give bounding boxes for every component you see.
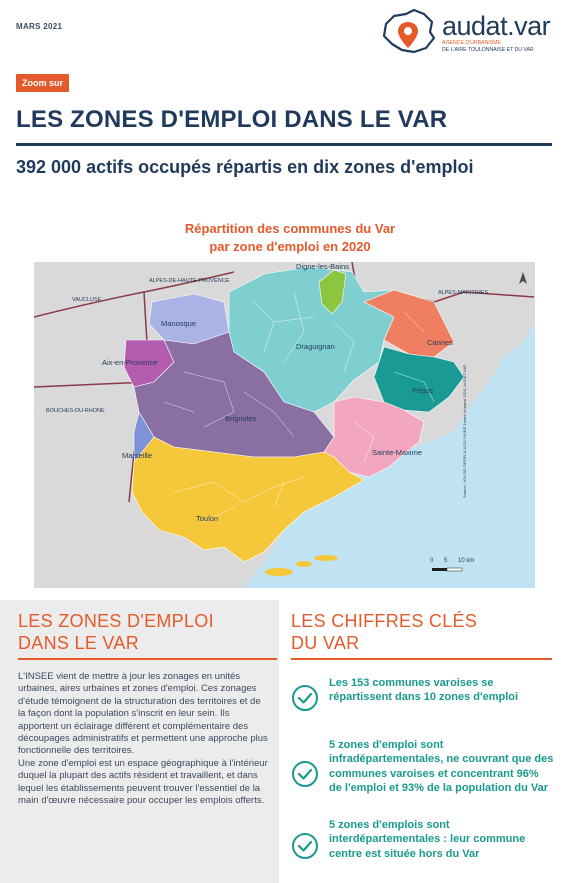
logo-brand: audat.var bbox=[442, 11, 551, 41]
logo-tagline-2: DE L'AIRE TOULONNAISE ET DU VAR bbox=[442, 46, 534, 53]
map-title-line-2: par zone d'emploi en 2020 bbox=[209, 239, 371, 254]
check-circle-icon bbox=[291, 832, 319, 860]
island-levant bbox=[314, 555, 338, 561]
map-source: Source : IGN BD GEOFLA 2020, INSEE Zones d'emploi 2020, AUDAT.VAR bbox=[462, 364, 467, 498]
town-toulon: Toulon bbox=[196, 514, 219, 523]
logo-tagline-1: AGENCE D'URBANISME bbox=[442, 40, 501, 46]
key-fact-3 bbox=[291, 818, 556, 878]
label-bouches-du-rhone: BOUCHES-DU-RHONE bbox=[46, 408, 105, 414]
right-section-divider bbox=[291, 658, 552, 660]
right-title-line-2: DU VAR bbox=[291, 633, 360, 653]
key-fact-1-text: Les 153 communes varoises se répartissent dans 10 zones d'emploi bbox=[329, 677, 519, 704]
island-porquerolles bbox=[265, 568, 293, 576]
zoom-badge: Zoom sur bbox=[16, 74, 69, 92]
key-fact-3-text: 5 zones d'emplois sont interdépartementales : leur commune centre est située hors du Var bbox=[329, 819, 526, 860]
right-section-title bbox=[291, 610, 477, 654]
key-fact-2-text: 5 zones d'emploi sont infradépartementales, ne couvrant que des communes varoises et concentrant 96% de l'emploi et 93% de la population du Var bbox=[329, 739, 554, 794]
map-title bbox=[80, 220, 500, 256]
key-fact-2 bbox=[291, 738, 556, 813]
town-frejus: Fréjus bbox=[412, 386, 433, 395]
page-subtitle: 392 000 actifs occupés répartis en dix zones d'emploi bbox=[16, 157, 474, 177]
key-fact-1 bbox=[291, 676, 556, 726]
left-section-body bbox=[18, 671, 268, 807]
issue-date: MARS 2021 bbox=[16, 22, 63, 31]
page-title: LES ZONES D'EMPLOI DANS LE VAR bbox=[16, 106, 448, 133]
town-sainte-maxime: Sainte-Maxime bbox=[372, 448, 423, 457]
town-marseille: Marseille bbox=[122, 451, 153, 460]
town-draguignan: Draguignan bbox=[296, 342, 335, 351]
scale-label-0: 0 bbox=[430, 558, 434, 564]
left-section-divider bbox=[18, 658, 277, 660]
town-aix-en-provence: Aix-en-Provence bbox=[102, 358, 158, 367]
left-title-line-1: LES ZONES D'EMPLOI bbox=[18, 611, 214, 631]
scale-label-10km: 10 km bbox=[458, 558, 475, 564]
town-digne-les-bains: Digne-les-Bains bbox=[296, 262, 349, 271]
label-alpes-de-haute-provence: ALPES-DE-HAUTE-PROVENCE bbox=[149, 278, 230, 284]
body-paragraph-2: Une zone d'emploi est un espace géographique à l'intérieur duquel la plupart des actifs résident et travaillent, et dans lequel les établissements peuvent trouver l'essentiel de la main d'œuvre nécessaire pour occuper les emplois offerts. bbox=[18, 757, 268, 807]
label-vaucluse: VAUCLUSE bbox=[72, 297, 102, 303]
audat-logo bbox=[380, 8, 570, 58]
scale-bar bbox=[432, 568, 462, 571]
body-paragraph-1: L'INSEE vient de mettre à jour les zonages en unités urbaines, aires urbaines et zones d'emploi. Ces zonages d'étude témoignent de la structuration des territoires et de la façon dont la population s'inscrit en leur sein. Ils apportent un éclairage différent et complémentaire des découpages administratifs et permettent une approche plus fonctionnelle des territoires. bbox=[18, 671, 268, 757]
check-circle-icon bbox=[291, 760, 319, 788]
left-title-line-2: DANS LE VAR bbox=[18, 633, 140, 653]
check-circle-icon bbox=[291, 684, 319, 712]
map-pin-logo-icon bbox=[380, 8, 438, 58]
island-port-cros bbox=[296, 561, 312, 567]
map-canvas bbox=[34, 262, 535, 588]
scale-label-5: 5 bbox=[444, 558, 448, 564]
employment-zones-map bbox=[34, 262, 535, 588]
left-section-title bbox=[18, 610, 214, 654]
town-manosque: Manosque bbox=[161, 319, 197, 328]
right-title-line-1: LES CHIFFRES CLÉS bbox=[291, 611, 478, 631]
town-cannes: Cannes bbox=[427, 338, 453, 347]
town-brignoles: Brignoles bbox=[225, 414, 257, 423]
map-title-line-1: Répartition des communes du Var bbox=[184, 221, 396, 236]
logo-tagline bbox=[442, 40, 534, 53]
title-divider bbox=[16, 143, 552, 146]
label-alpes-maritimes: ALPES-MARITIMES bbox=[438, 290, 489, 296]
